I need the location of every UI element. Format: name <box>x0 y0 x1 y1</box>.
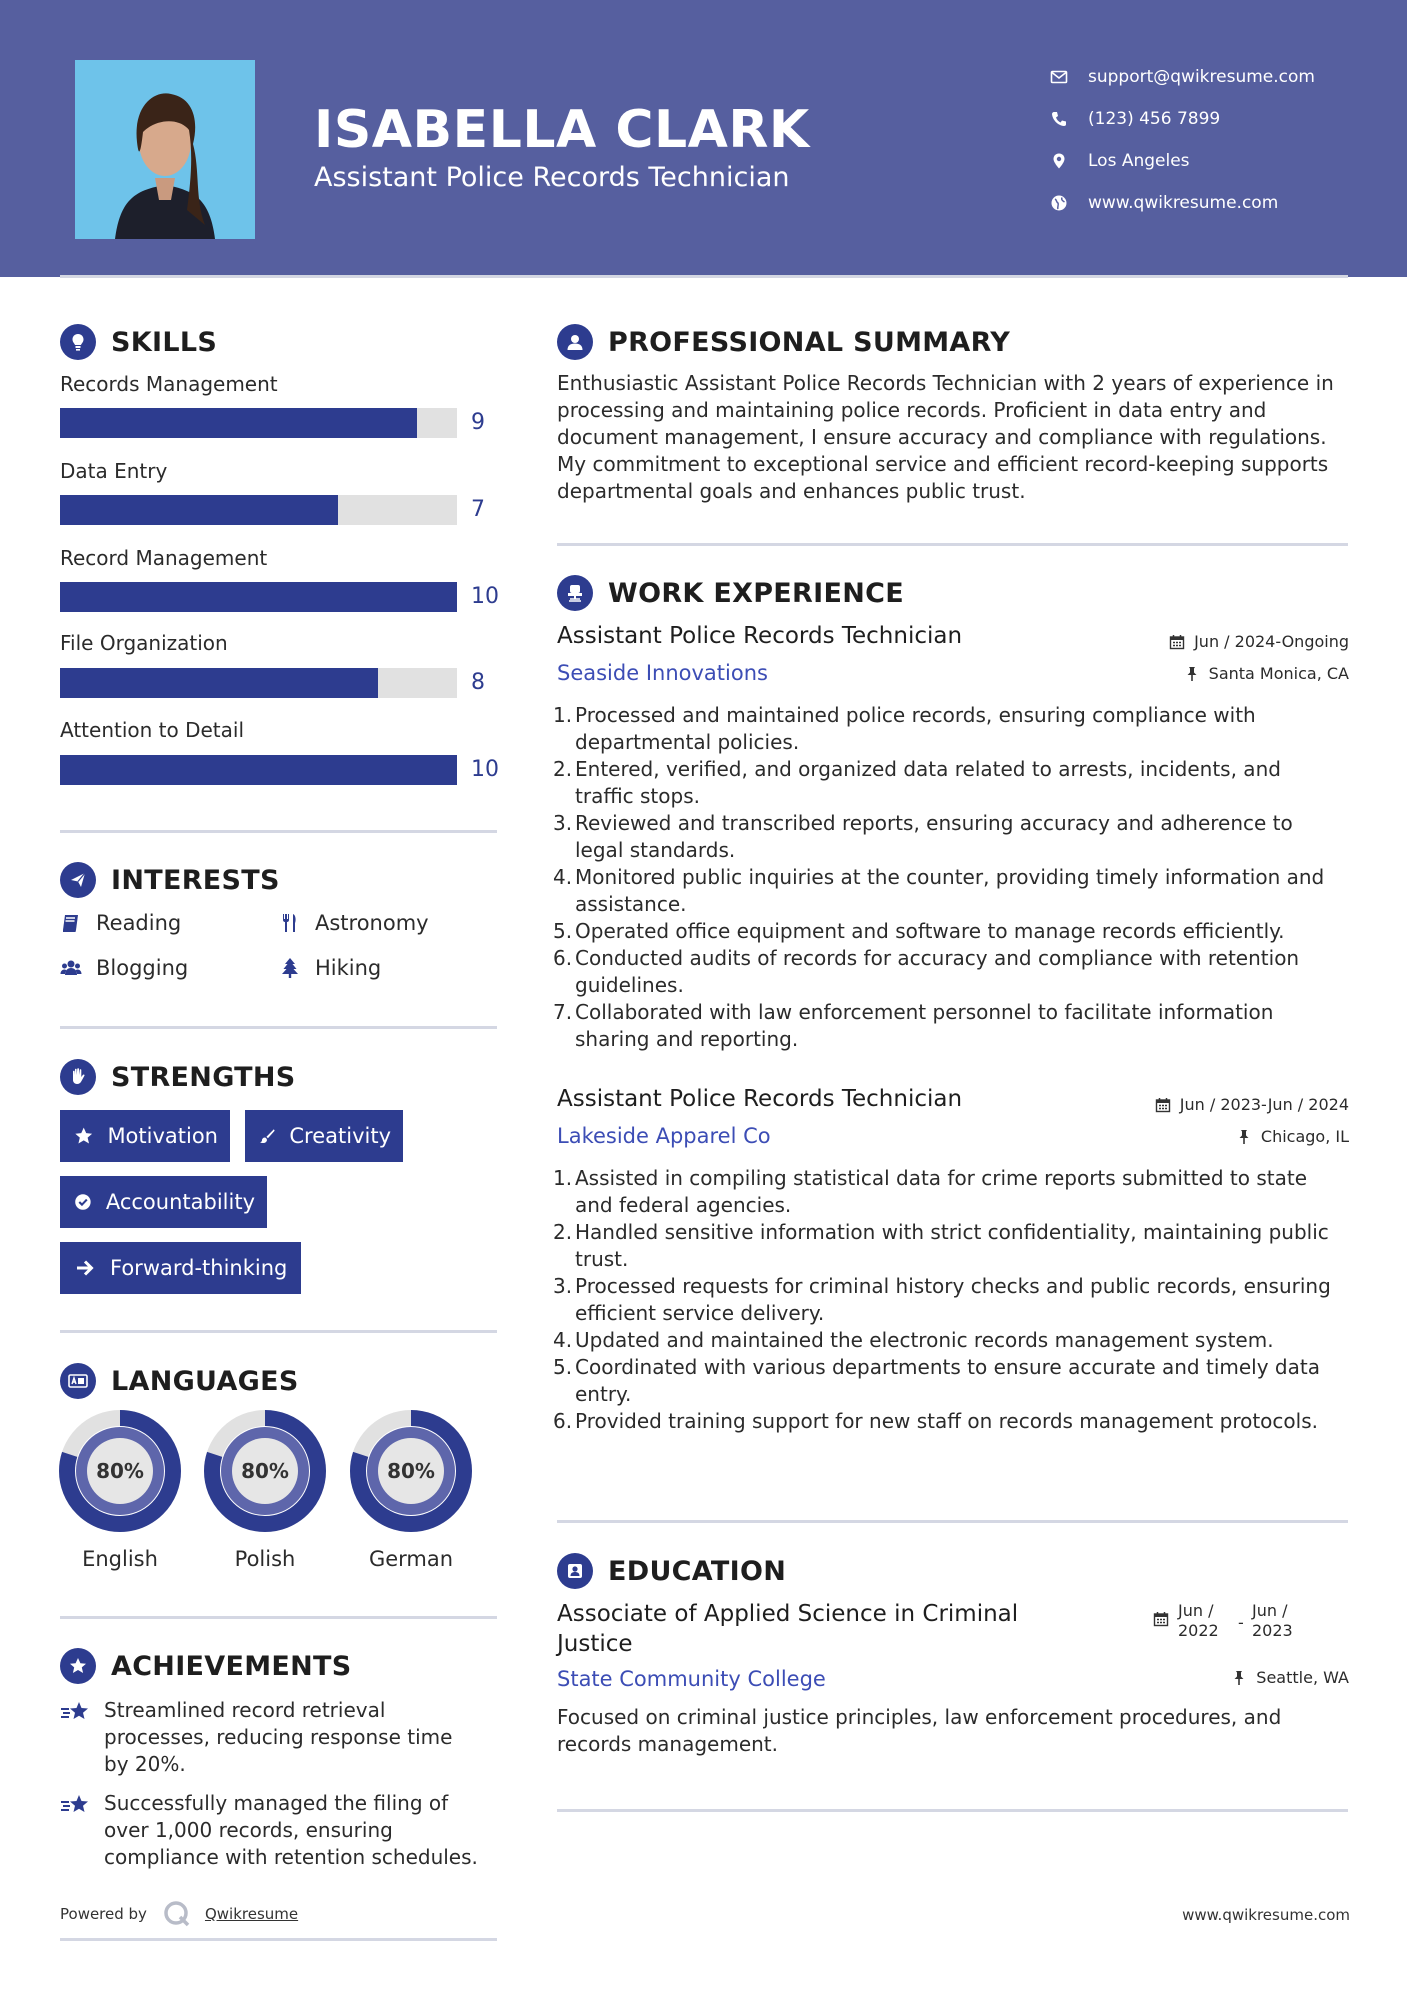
language-percent: 80% <box>96 1459 144 1483</box>
job-dates <box>1169 632 1349 651</box>
list-item: 6. Provided training support for new staff on records management protocols. <box>553 1409 1318 1433</box>
job-duties <box>553 1165 1345 1435</box>
header-divider <box>60 275 1348 278</box>
qwikresume-logo-icon <box>163 1900 191 1928</box>
paper-plane-icon <box>60 862 96 898</box>
language-name: Polish <box>234 1547 296 1571</box>
tree-icon <box>279 957 301 979</box>
powered-by-label: Powered by <box>60 1905 147 1923</box>
language-item <box>350 1410 472 1571</box>
candidate-name: ISABELLA CLARK <box>314 100 810 160</box>
interest-item <box>279 911 429 935</box>
job-company: Seaside Innovations <box>557 661 768 685</box>
language-name: German <box>368 1547 454 1571</box>
interest-label: Astronomy <box>315 911 429 935</box>
pushpin-icon <box>1231 1670 1247 1686</box>
profile-photo <box>75 60 255 239</box>
language-name: English <box>82 1547 158 1571</box>
job-dates-text: Jun / 2023-Jun / 2024 <box>1179 1095 1349 1114</box>
email-text: support@qwikresume.com <box>1088 67 1315 87</box>
list-item: 1. Processed and maintained police records, ensuring compliance with departmental policies. <box>553 702 1345 756</box>
users-icon <box>60 957 82 979</box>
skill-label: Record Management <box>60 546 268 570</box>
strength-tag <box>245 1110 403 1162</box>
job-dates-text: Jun / 2024-Ongoing <box>1194 632 1349 651</box>
education-location-text: Seattle, WA <box>1256 1668 1349 1687</box>
section-divider <box>557 1809 1348 1812</box>
interests-heading <box>60 862 280 898</box>
envelope-icon <box>1050 68 1068 86</box>
map-pin-icon <box>1050 152 1068 170</box>
hand-icon <box>60 1059 96 1095</box>
job-location-text: Chicago, IL <box>1260 1127 1349 1146</box>
achievement-text: Streamlined record retrieval processes, reducing response time by 20%. <box>104 1698 453 1776</box>
contact-phone[interactable] <box>1050 98 1315 140</box>
skill-value: 8 <box>471 670 485 695</box>
skill-label: File Organization <box>60 631 228 655</box>
graduation-icon <box>557 1553 593 1589</box>
strengths-title: STRENGTHS <box>111 1061 296 1093</box>
duty-text: Monitored public inquiries at the counter, providing timely information and assistance. <box>575 865 1325 916</box>
strength-label: Accountability <box>105 1190 255 1214</box>
strengths-heading <box>60 1059 296 1095</box>
achievement-text: Successfully managed the filing of over 1,000 records, ensuring compliance with retention schedules. <box>104 1791 478 1869</box>
utensils-icon <box>279 912 301 934</box>
shooting-star-icon <box>60 1792 92 1820</box>
interests-title: INTERESTS <box>111 864 280 896</box>
office-chair-icon <box>557 575 593 611</box>
skill-value: 9 <box>471 410 485 435</box>
skill-label: Data Entry <box>60 459 168 483</box>
summary-text: Enthusiastic Assistant Police Records Technician with 2 years of experience in processing and maintaining police records. Proficient in data entry and document management, I ensure accuracy and compliance with regulations. My commitment to exceptional service and efficient record-keeping supports departmental goals and enhances public trust. <box>557 371 1334 503</box>
lightbulb-icon <box>60 324 96 360</box>
resume-header <box>0 0 1407 277</box>
skill-label: Records Management <box>60 372 278 396</box>
achievement-item <box>60 1697 480 1778</box>
strength-tag <box>60 1176 267 1228</box>
list-item: 3. Processed requests for criminal history checks and public records, ensuring efficient service delivery. <box>553 1273 1345 1327</box>
list-item: 6. Conducted audits of records for accuracy and compliance with retention guidelines. <box>553 945 1345 999</box>
skill-bar-fill <box>60 582 457 612</box>
skills-heading <box>60 324 217 360</box>
language-gauge <box>59 1410 181 1532</box>
section-divider <box>60 1330 497 1333</box>
section-divider <box>60 1938 497 1941</box>
section-divider <box>60 1616 497 1619</box>
duty-text: Entered, verified, and organized data related to arrests, incidents, and traffic stops. <box>575 757 1281 808</box>
skill-bar-fill <box>60 668 378 698</box>
contact-email[interactable] <box>1050 56 1315 98</box>
job-title: Assistant Police Records Technician <box>557 1086 963 1112</box>
skill-label: Attention to Detail <box>60 718 245 742</box>
powered-by <box>60 1900 298 1928</box>
calendar-icon <box>1153 1611 1169 1627</box>
job-duties <box>553 702 1345 1053</box>
star-icon <box>74 1125 93 1147</box>
book-icon <box>60 912 82 934</box>
language-percent: 80% <box>241 1459 289 1483</box>
job-company: Lakeside Apparel Co <box>557 1124 771 1148</box>
section-divider <box>60 830 497 833</box>
language-gauge <box>350 1410 472 1532</box>
education-start: Jun / 2022 <box>1178 1601 1219 1640</box>
duty-text: Conducted audits of records for accuracy and compliance with retention guidelines. <box>575 946 1300 997</box>
list-item: 4. Monitored public inquiries at the counter, providing timely information and assistance. <box>553 864 1345 918</box>
list-item: 5. Coordinated with various departments to ensure accurate and timely data entry. <box>553 1354 1345 1408</box>
duty-text: Reviewed and transcribed reports, ensuring accuracy and adherence to legal standards. <box>575 811 1293 862</box>
duty-text: Assisted in compiling statistical data for crime reports submitted to state and federal agencies. <box>575 1166 1308 1217</box>
job-location <box>1184 664 1349 683</box>
experience-heading <box>557 575 904 611</box>
job-location <box>1236 1127 1349 1146</box>
interest-item <box>60 956 188 980</box>
skill-bar <box>60 582 457 612</box>
strength-tag <box>60 1242 301 1294</box>
section-divider <box>557 1520 1348 1523</box>
skill-bar-fill <box>60 495 338 525</box>
skill-value: 10 <box>471 757 499 782</box>
education-heading <box>557 1553 786 1589</box>
skill-bar <box>60 408 457 438</box>
interest-label: Reading <box>96 911 182 935</box>
languages-heading <box>60 1363 299 1399</box>
contact-list <box>1050 56 1315 224</box>
skills-title: SKILLS <box>111 326 218 358</box>
duty-text: Provided training support for new staff on records management protocols. <box>575 1409 1318 1433</box>
achievements-title: ACHIEVEMENTS <box>111 1650 352 1682</box>
award-icon <box>60 1648 96 1684</box>
phone-icon <box>1050 110 1068 128</box>
language-gauge <box>204 1410 326 1532</box>
section-divider <box>557 543 1348 546</box>
list-item: 7. Collaborated with law enforcement personnel to facilitate information sharing and reporting. <box>553 999 1345 1053</box>
candidate-role: Assistant Police Records Technician <box>314 162 790 193</box>
skill-bar <box>60 668 457 698</box>
phone-text: (123) 456 7899 <box>1088 109 1221 129</box>
language-item <box>204 1410 326 1571</box>
website-text: www.qwikresume.com <box>1088 193 1279 213</box>
job-dates <box>1155 1095 1349 1114</box>
education-description: Focused on criminal justice principles, law enforcement procedures, and records management. <box>557 1705 1282 1756</box>
experience-title: WORK EXPERIENCE <box>608 577 904 609</box>
contact-website[interactable] <box>1050 182 1315 224</box>
degree-title: Associate of Applied Science in Criminal Justice <box>557 1601 1019 1657</box>
interest-item <box>60 911 181 935</box>
education-dates <box>1153 1601 1312 1641</box>
strength-label: Motivation <box>107 1124 218 1148</box>
college-name: State Community College <box>557 1667 826 1691</box>
calendar-icon <box>1169 634 1185 650</box>
duty-text: Operated office equipment and software to manage records efficiently. <box>575 919 1285 943</box>
strength-label: Creativity <box>289 1124 391 1148</box>
interest-label: Hiking <box>315 956 382 980</box>
calendar-icon <box>1155 1097 1171 1113</box>
achievements-heading <box>60 1648 352 1684</box>
job-title: Assistant Police Records Technician <box>557 623 963 649</box>
duty-text: Processed and maintained police records, ensuring compliance with departmental policies. <box>575 703 1256 754</box>
shooting-star-icon <box>60 1699 92 1727</box>
education-end: Jun / 2023 <box>1252 1601 1293 1640</box>
strength-label: Forward-thinking <box>110 1256 288 1280</box>
list-item: 4. Updated and maintained the electronic records management system. <box>553 1328 1274 1352</box>
list-item: 2. Handled sensitive information with strict confidentiality, maintaining public trust. <box>553 1219 1345 1273</box>
education-date-sep: - <box>1238 1613 1244 1632</box>
interest-item <box>279 956 381 980</box>
duty-text: Coordinated with various departments to ensure accurate and timely data entry. <box>575 1355 1320 1406</box>
pushpin-icon <box>1184 666 1200 682</box>
language-percent: 80% <box>387 1459 435 1483</box>
arrow-right-icon <box>74 1257 96 1279</box>
list-item: 3. Reviewed and transcribed reports, ensuring accuracy and adherence to legal standards. <box>553 810 1345 864</box>
list-item: 1. Assisted in compiling statistical data for crime reports submitted to state and federal agencies. <box>553 1165 1345 1219</box>
interest-label: Blogging <box>96 956 189 980</box>
contact-location <box>1050 140 1315 182</box>
duty-text: Handled sensitive information with strict confidentiality, maintaining public trust. <box>575 1220 1329 1271</box>
globe-icon <box>1050 194 1068 212</box>
skill-bar-fill <box>60 408 417 438</box>
language-item <box>59 1410 181 1571</box>
footer-website[interactable]: www.qwikresume.com <box>1182 1906 1350 1924</box>
list-item: 5. Operated office equipment and software to manage records efficiently. <box>553 919 1285 943</box>
paint-brush-icon <box>259 1125 275 1147</box>
strength-tag <box>60 1110 230 1162</box>
duty-text: Updated and maintained the electronic records management system. <box>575 1328 1274 1352</box>
pushpin-icon <box>1236 1129 1252 1145</box>
skill-bar <box>60 495 457 525</box>
duty-text: Collaborated with law enforcement personnel to facilitate information sharing and reporting. <box>575 1000 1274 1051</box>
check-circle-icon <box>74 1191 92 1213</box>
languages-title: LANGUAGES <box>111 1365 299 1397</box>
skill-bar-fill <box>60 755 457 785</box>
language-icon <box>60 1363 96 1399</box>
job-location-text: Santa Monica, CA <box>1208 664 1349 683</box>
skill-bar <box>60 755 457 785</box>
skill-value: 7 <box>471 497 485 522</box>
user-icon <box>557 324 593 360</box>
summary-title: PROFESSIONAL SUMMARY <box>608 326 1011 358</box>
list-item: 2. Entered, verified, and organized data related to arrests, incidents, and traffic stops. <box>553 756 1345 810</box>
qwikresume-link[interactable]: Qwikresume <box>204 1905 299 1923</box>
skill-value: 10 <box>471 584 499 609</box>
achievement-item <box>60 1790 480 1871</box>
section-divider <box>60 1026 497 1029</box>
summary-heading <box>557 324 1010 360</box>
education-title: EDUCATION <box>608 1555 787 1587</box>
education-location <box>1231 1668 1349 1687</box>
location-text: Los Angeles <box>1088 151 1190 171</box>
duty-text: Processed requests for criminal history checks and public records, ensuring efficient service delivery. <box>575 1274 1331 1325</box>
